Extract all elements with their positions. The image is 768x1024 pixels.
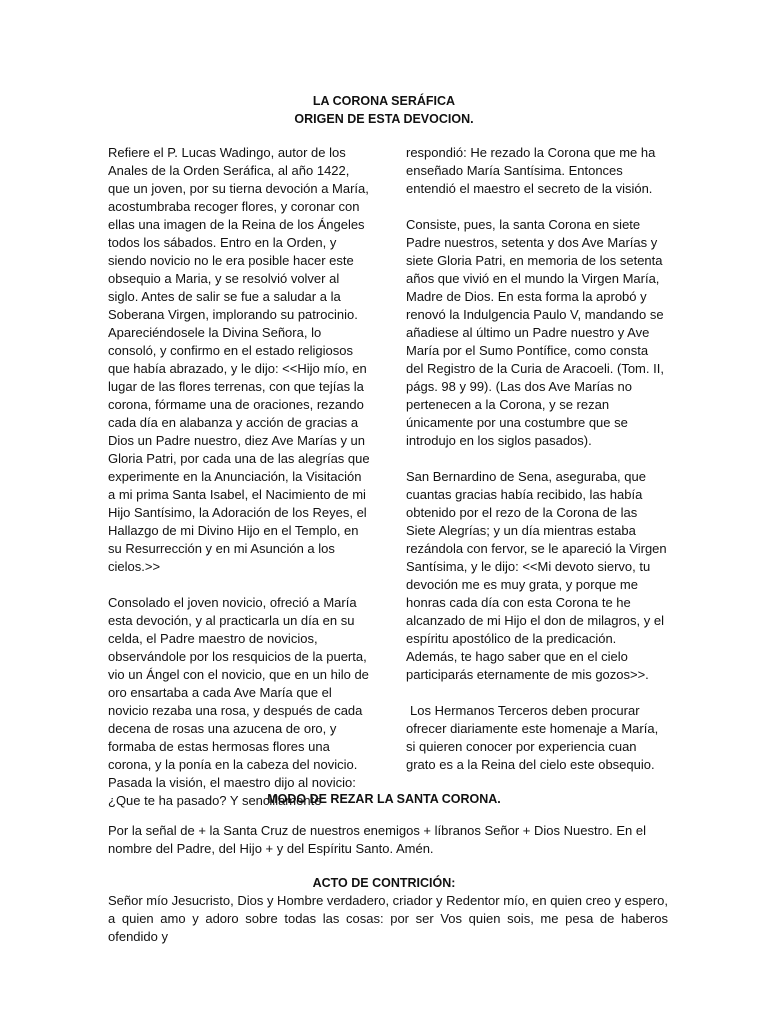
right-column [406,144,668,774]
document-subtitle: ORIGEN DE ESTA DEVOCION. [294,112,474,126]
right-paragraph-2: Consiste, pues, la santa Corona en siete Padre nuestros, setenta y dos Ave Marías y siete Gloria Patri, en memoria de los setenta años que vivió en el mundo la Virgen María, Madre de Dios. En esta forma la aprobó y renovó la Indulgencia Paulo V, mandando se añadiese al último un Padre nuestro y Ave María por el Sumo Pontífice, como consta del Registro de la Curia de Aracoeli. (Tom. II, págs. 98 y 99). (Las dos Ave Marías no pertenecen a la Corona, y se rezan únicamente por una costumbre que se introdujo en los siglos pasados). [406,217,664,448]
section-heading-modo: MODO DE REZAR LA SANTA CORONA. [267,792,501,806]
paragraph-gap [406,450,668,468]
right-paragraph-4: Los Hermanos Terceros deben procurar ofrecer diariamente este homenaje a María, si quieren conocer por experiencia cuan grato es a la Reina del cielo este obsequio. [406,703,659,772]
document-title: LA CORONA SERÁFICA [312,94,456,108]
right-paragraph-1: respondió: He rezado la Corona que me ha enseñado María Santísima. Entonces entendió el maestro el secreto de la visión. [406,145,656,196]
paragraph-gap [406,198,668,216]
left-column [108,144,370,810]
paragraph-gap [108,576,370,594]
paragraph-gap [406,684,668,702]
right-paragraph-3: San Bernardino de Sena, aseguraba, que cuantas gracias había recibido, las había obtenido por el rezo de la Corona de las Siete Alegrías; y un día mientras estaba rezándola con fervor, se le apareció la Virgen Santísima, y le dijo: <<Mi devoto siervo, tu devoción me es muy grata, y porque me honras cada día con esta Corona te he alcanzado de mi Hijo el don de milagros, y el espíritu apostólico de la predicación. Además, te hago saber que en el cielo participarás eternamente de mis gozos>>. [406,469,667,682]
left-paragraph-2: Consolado el joven novicio, ofreció a María esta devoción, y al practicarla un día en su celda, el Padre maestro de novicios, observándole por los resquicios de la puerta, vio un Ángel con el novicio, que en un hilo de oro ensartaba a cada Ave María que el novicio rezaba una rosa, y después de cada decena de rosas una azucena de oro, y formaba de estas hermosas flores una corona, y la ponía en la cabeza del novicio. Pasada la visión, el maestro dijo al novicio: ¿Que te ha pasado? Y sencillamente [108,595,369,808]
section-text-acto: Señor mío Jesucristo, Dios y Hombre verdadero, criador y Redentor mío, en quien creo y espero, a quien amo y adoro sobre todas las cosas: por ser Vos quien sois, me pesa de haberos ofendido y [108,893,668,944]
left-paragraph-1: Refiere el P. Lucas Wadingo, autor de los Anales de la Orden Seráfica, al año 1422, que un joven, por su tierna devoción a María, acostumbraba recoger flores, y coronar con ellas una imagen de la Reina de los Ángeles todos los sábados. Entro en la Orden, y siendo novicio no le era posible hacer este obsequio a Maria, y se resolvió volver al siglo. Antes de salir se fue a saludar a la Soberana Virgen, implorando su patrocinio. Apareciéndosele la Divina Señora, lo consoló, y confirmo en el estado religiosos que había abrazado, y le dijo: <<Hijo mío, en lugar de las flores terrenas, con que tejías la corona, fórmame una de oraciones, rezando cada día en alabanza y acción de gracias a Dios un Padre nuestro, diez Ave Marías y un Gloria Patri, por cada una de las alegrías que experimente en la Anunciación, la Visitación a mi prima Santa Isabel, el Nacimiento de mi Hijo Santísimo, la Adoración de los Reyes, el Hallazgo de mi Divino Hijo en el Templo, en su Resurrección y en mi Asunción a los cielos.>> [108,145,370,574]
section-heading-acto: ACTO DE CONTRICIÓN: [312,876,456,890]
section-text-modo: Por la señal de + la Santa Cruz de nuestros enemigos + líbranos Señor + Dios Nuestro. En el nombre del Padre, del Hijo + y del Espíritu Santo. Amén. [108,823,646,856]
